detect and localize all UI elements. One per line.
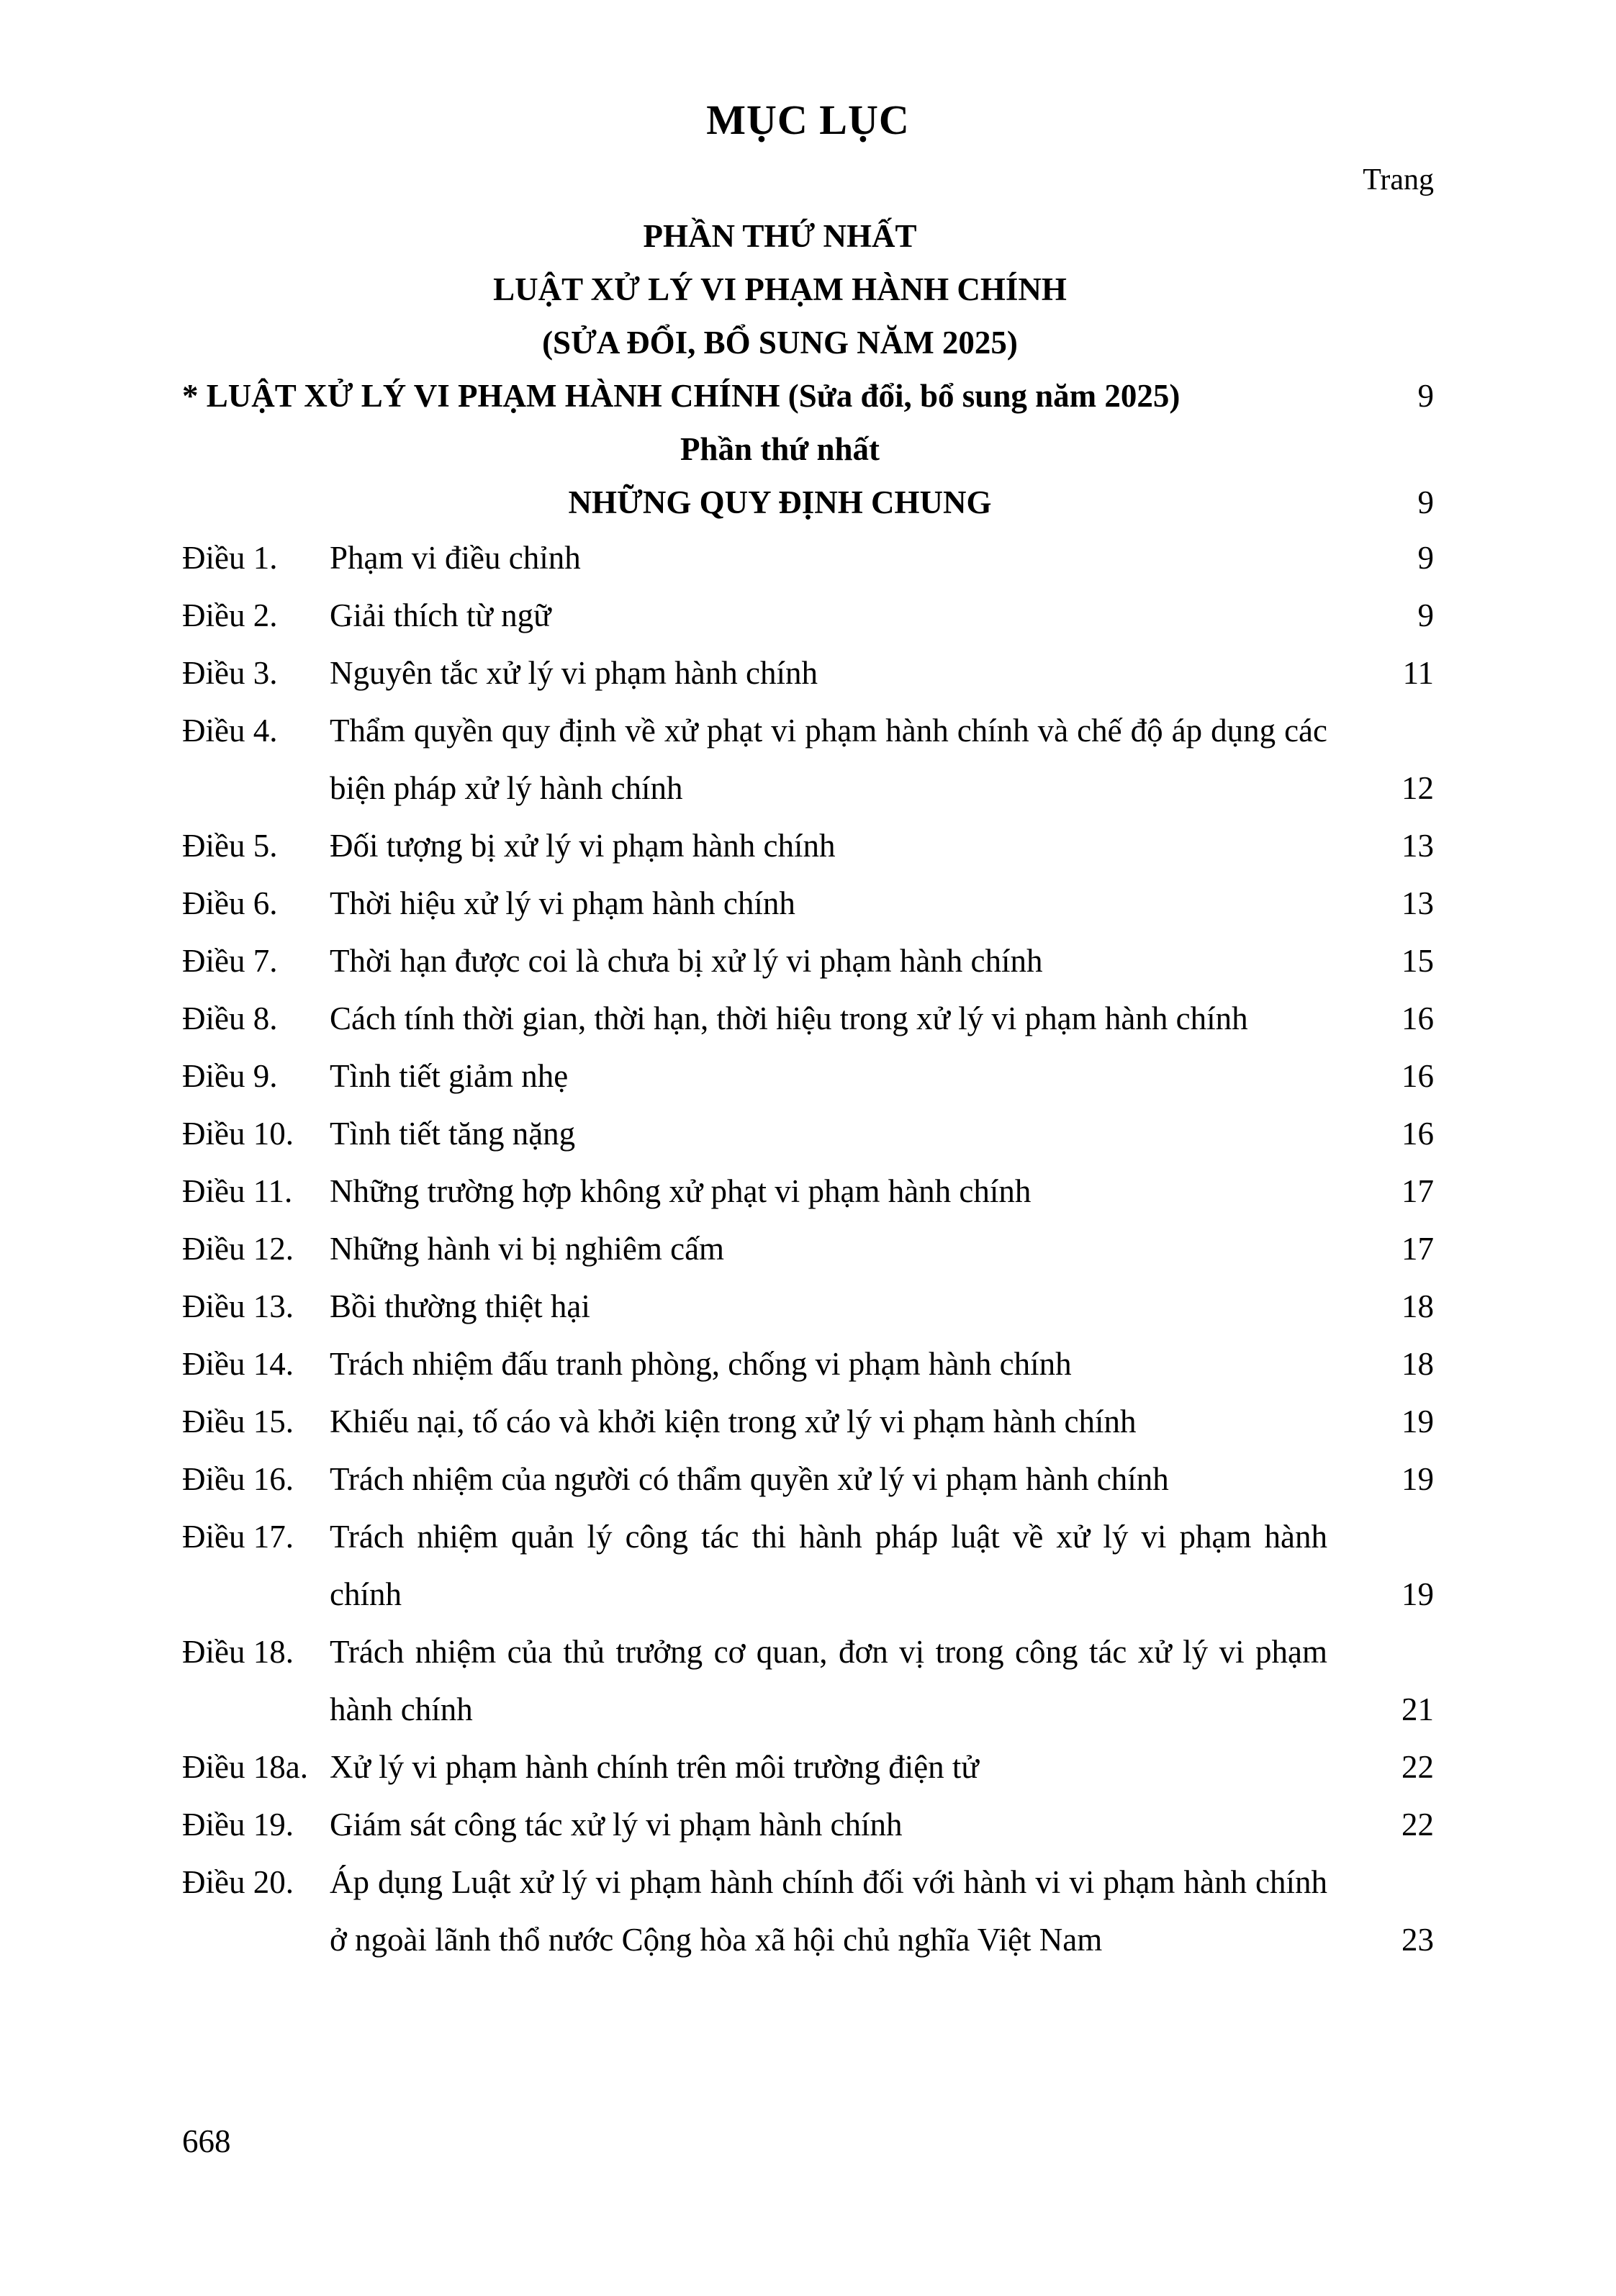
entry-title: Những hành vi bị nghiêm cấm	[330, 1231, 725, 1267]
entry-title: Giám sát công tác xử lý vi phạm hành chính	[330, 1807, 903, 1843]
entry-page-number: 13	[1401, 828, 1434, 864]
entry-title: Thời hạn được coi là chưa bị xử lý vi phạm hành chính	[330, 943, 1043, 979]
toc-entry-row	[182, 1796, 1434, 1853]
entry-title: Tình tiết giảm nhẹ	[330, 1058, 569, 1094]
entry-title: Cách tính thời gian, thời hạn, thời hiệu trong xử lý vi phạm hành chính	[330, 1000, 1248, 1036]
entry-title: Thời hiệu xử lý vi phạm hành chính	[330, 885, 795, 921]
section-heading: Phần thứ nhất	[680, 431, 880, 467]
section-heading: PHẦN THỨ NHẤT	[643, 218, 917, 254]
entry-article-label: Điều 1.	[182, 540, 278, 576]
entry-title: Trách nhiệm của thủ trưởng cơ quan, đơn vị trong công tác xử lý vi phạm hành chính	[330, 1634, 1327, 1727]
entry-page-number: 23	[1401, 1922, 1434, 1958]
entry-title: Nguyên tắc xử lý vi phạm hành chính	[330, 655, 818, 691]
toc-entry-row	[182, 529, 1434, 587]
toc-entry-row	[182, 1220, 1434, 1278]
entry-article-label: Điều 9.	[182, 1058, 278, 1094]
section-heading-row	[182, 263, 1434, 316]
toc-entry-row	[182, 1450, 1434, 1508]
entry-article-label: Điều 10.	[182, 1116, 294, 1152]
section-page-number: 9	[1417, 484, 1434, 520]
entry-title: Những trường hợp không xử phạt vi phạm hành chính	[330, 1173, 1032, 1209]
section-heading-row	[182, 476, 1434, 529]
entry-article-label: Điều 3.	[182, 655, 278, 691]
entry-article-label: Điều 4.	[182, 713, 278, 749]
entry-page-number: 9	[1417, 597, 1434, 633]
section-heading: (SỬA ĐỔI, BỔ SUNG NĂM 2025)	[542, 325, 1018, 361]
entry-page-number: 17	[1401, 1231, 1434, 1267]
entry-title: Xử lý vi phạm hành chính trên môi trường điện tử	[330, 1749, 979, 1785]
section-heading-row	[182, 316, 1434, 369]
entry-article-label: Điều 18a.	[182, 1749, 308, 1785]
entry-article-label: Điều 19.	[182, 1807, 294, 1843]
section-headings	[182, 209, 1434, 529]
entry-article-label: Điều 8.	[182, 1000, 278, 1036]
entry-page-number: 21	[1401, 1691, 1434, 1727]
entry-title: Thẩm quyền quy định về xử phạt vi phạm hành chính và chế độ áp dụng các biện pháp xử lý hành chính	[330, 713, 1327, 806]
entry-page-number: 12	[1401, 770, 1434, 806]
entry-page-number: 16	[1401, 1058, 1434, 1094]
entry-article-label: Điều 7.	[182, 943, 278, 979]
entry-title: Tình tiết tăng nặng	[330, 1116, 576, 1152]
toc-entry-row	[182, 1853, 1434, 1969]
entry-article-label: Điều 14.	[182, 1346, 294, 1382]
entry-page-number: 19	[1401, 1461, 1434, 1497]
toc-entry-row	[182, 874, 1434, 932]
toc-entry-row	[182, 990, 1434, 1047]
toc-entry-row	[182, 644, 1434, 702]
toc-entry-row	[182, 1105, 1434, 1162]
entry-title: Phạm vi điều chỉnh	[330, 540, 581, 576]
toc-entry-row	[182, 1393, 1434, 1450]
entry-article-label: Điều 17.	[182, 1519, 294, 1555]
entry-article-label: Điều 15.	[182, 1404, 294, 1439]
entry-title: Trách nhiệm quản lý công tác thi hành pháp luật về xử lý vi phạm hành chính	[330, 1519, 1327, 1612]
entry-title: Đối tượng bị xử lý vi phạm hành chính	[330, 828, 836, 864]
toc-entry-row	[182, 587, 1434, 644]
entry-title: Giải thích từ ngữ	[330, 597, 551, 633]
entry-page-number: 19	[1401, 1576, 1434, 1612]
section-heading: NHỮNG QUY ĐỊNH CHUNG	[568, 484, 992, 520]
entry-article-label: Điều 5.	[182, 828, 278, 864]
entry-page-number: 18	[1401, 1346, 1434, 1382]
toc-entry-row	[182, 702, 1434, 817]
section-heading: * LUẬT XỬ LÝ VI PHẠM HÀNH CHÍNH (Sửa đổi, bổ sung năm 2025)	[182, 378, 1181, 414]
entry-article-label: Điều 2.	[182, 597, 278, 633]
page-title: MỤC LỤC	[706, 96, 910, 143]
entry-title: Khiếu nại, tố cáo và khởi kiện trong xử lý vi phạm hành chính	[330, 1404, 1137, 1439]
section-heading-row	[182, 422, 1434, 476]
toc-entry-row	[182, 932, 1434, 990]
entry-title: Áp dụng Luật xử lý vi phạm hành chính đối với hành vi vi phạm hành chính ở ngoài lãnh thổ nước Cộng hòa xã hội chủ nghĩa Việt Nam	[330, 1864, 1327, 1958]
toc-entries	[182, 529, 1434, 1969]
entry-page-number: 17	[1401, 1173, 1434, 1209]
footer-page-number: 668	[182, 2123, 231, 2159]
entry-title: Bồi thường thiệt hại	[330, 1288, 590, 1324]
entry-article-label: Điều 6.	[182, 885, 278, 921]
toc-entry-row	[182, 1508, 1434, 1623]
entry-article-label: Điều 12.	[182, 1231, 294, 1267]
entry-page-number: 13	[1401, 885, 1434, 921]
toc-entry-row	[182, 1623, 1434, 1738]
entry-article-label: Điều 11.	[182, 1173, 293, 1209]
section-heading-row	[182, 209, 1434, 263]
entry-article-label: Điều 20.	[182, 1864, 294, 1900]
toc-entry-row	[182, 1162, 1434, 1220]
entry-page-number: 22	[1401, 1807, 1434, 1843]
section-heading: LUẬT XỬ LÝ VI PHẠM HÀNH CHÍNH	[493, 271, 1067, 307]
entry-title: Trách nhiệm đấu tranh phòng, chống vi phạm hành chính	[330, 1346, 1072, 1382]
toc-entry-row	[182, 1738, 1434, 1796]
entry-page-number: 19	[1401, 1404, 1434, 1439]
entry-page-number: 18	[1401, 1288, 1434, 1324]
toc-entry-row	[182, 817, 1434, 874]
page-column-label: Trang	[1363, 163, 1434, 196]
entry-article-label: Điều 13.	[182, 1288, 294, 1324]
section-heading-row	[182, 369, 1434, 422]
entry-article-label: Điều 16.	[182, 1461, 294, 1497]
toc-entry-row	[182, 1335, 1434, 1393]
entry-page-number: 16	[1401, 1116, 1434, 1152]
toc-entry-row	[182, 1047, 1434, 1105]
section-page-number: 9	[1417, 378, 1434, 414]
page-column-header	[182, 161, 1434, 199]
toc-entry-row	[182, 1278, 1434, 1335]
entry-page-number: 9	[1417, 540, 1434, 576]
entry-page-number: 11	[1402, 655, 1434, 691]
entry-page-number: 16	[1401, 1000, 1434, 1036]
entry-article-label: Điều 18.	[182, 1634, 294, 1670]
entry-page-number: 15	[1401, 943, 1434, 979]
entry-page-number: 22	[1401, 1749, 1434, 1785]
entry-title: Trách nhiệm của người có thẩm quyền xử lý vi phạm hành chính	[330, 1461, 1169, 1497]
